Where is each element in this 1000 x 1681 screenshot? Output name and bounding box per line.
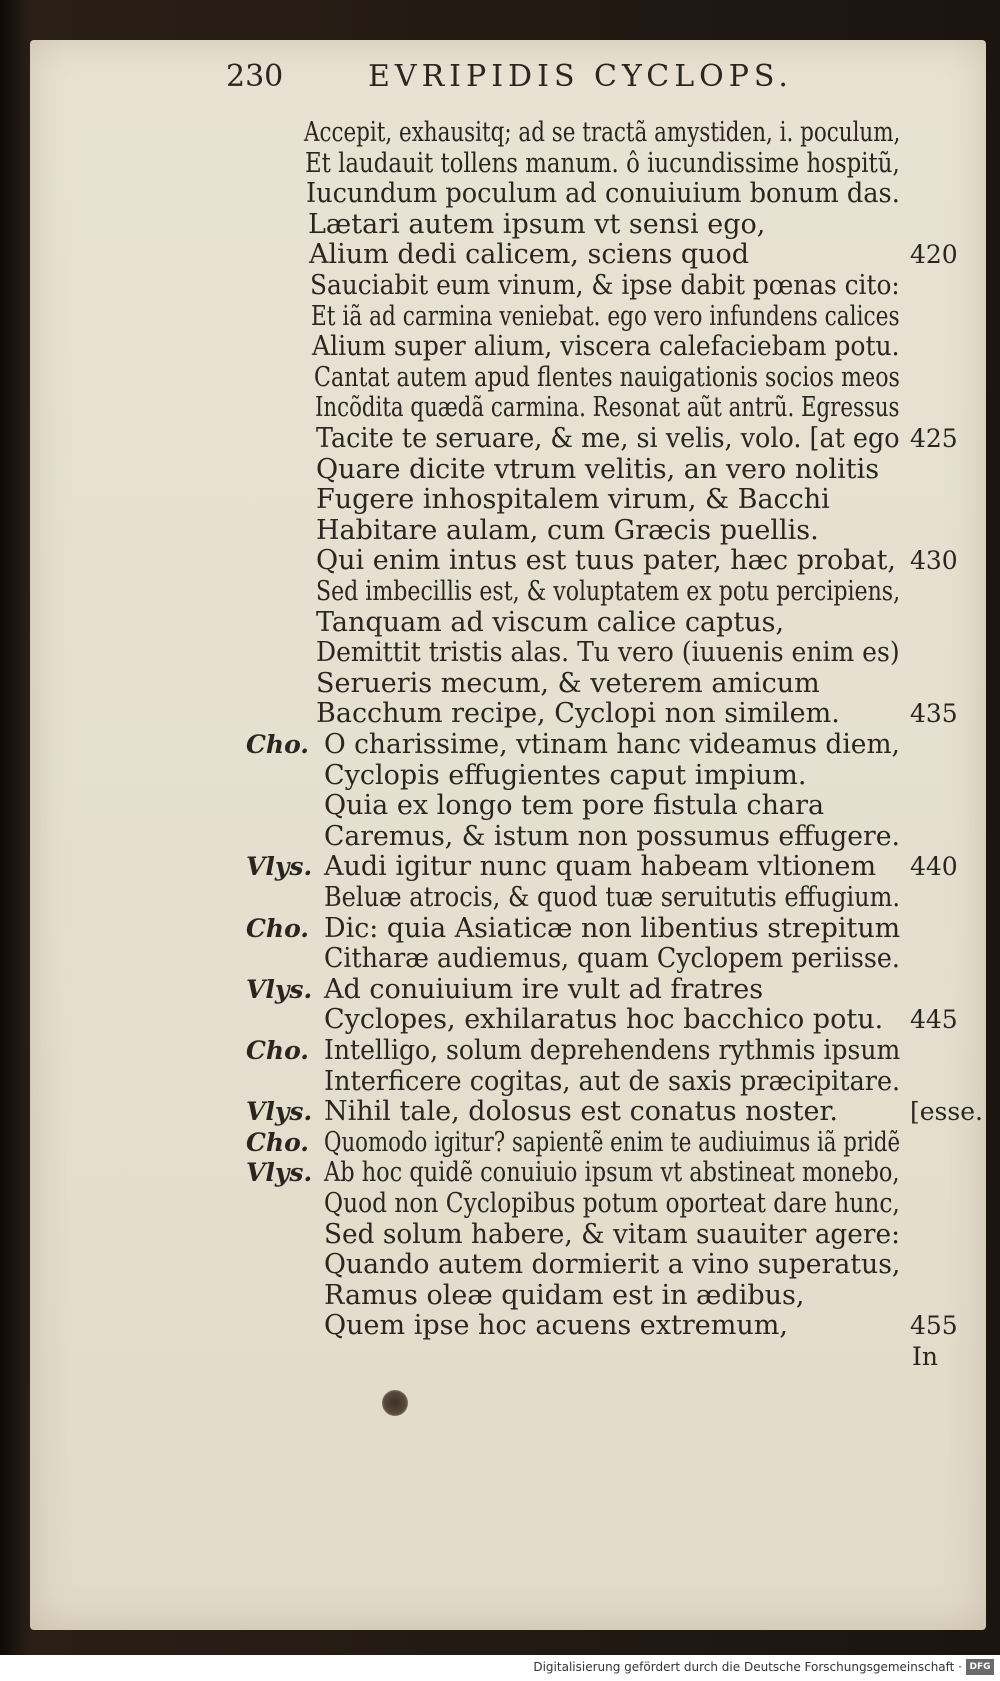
verse-line (0, 269, 1000, 302)
line-number: [esse. (910, 1097, 983, 1126)
verse-text: Lætari autem ipsum vt sensi ego, (308, 209, 766, 240)
verse-line (0, 1279, 1000, 1312)
line-number: 455 (910, 1311, 958, 1340)
verse-line (0, 912, 1000, 945)
verse-text: Cantat autem apud flentes nauigationis socios meos (314, 362, 900, 393)
line-number: 445 (910, 1005, 958, 1034)
verse-text: Nihil tale, dolosus est conatus noster. (324, 1096, 839, 1127)
running-title: EVRIPIDIS CYCLOPS. (368, 59, 793, 94)
verse-line (0, 483, 1000, 516)
verse-text: Audi igitur nunc quam habeam vltionem (324, 851, 877, 882)
speaker-label: Cho. (246, 1128, 310, 1157)
verse-line (0, 881, 1000, 914)
verse-text: Et iã ad carmina veniebat. ego vero infundens calices (311, 301, 900, 332)
verse-line (0, 789, 1000, 822)
verse-text: Alium dedi calicem, sciens quod (309, 239, 750, 270)
verse-text: Bacchum recipe, Cyclopi non similem. (316, 698, 840, 729)
speaker-label: Cho. (246, 730, 310, 759)
speaker-label: Vlys. (246, 1158, 313, 1187)
verse-text: Habitare aulam, cum Græcis puellis. (316, 515, 819, 546)
verse-line (0, 1248, 1000, 1281)
verse-line (0, 238, 1000, 271)
verse-text: Quem ipse hoc acuens extremum, (324, 1310, 788, 1341)
verse-text: Et laudauit tollens manum. ô iucundissime hospitũ, (305, 148, 900, 179)
speaker-label: Vlys. (246, 852, 313, 881)
verse-line (0, 1034, 1000, 1067)
verse-line (0, 1065, 1000, 1098)
verse-line (0, 728, 1000, 761)
verse-line (0, 850, 1000, 883)
verse-text: Ramus oleæ quidam est in ædibus, (324, 1280, 805, 1311)
verse-text: Cyclopes, exhilaratus hoc bacchico potu. (324, 1004, 884, 1035)
verse-text: Ad conuiuium ire vult ad fratres (324, 974, 764, 1005)
verse-text: O charissime, vtinam hanc videamus diem, (324, 729, 900, 760)
verse-text: Citharæ audiemus, quam Cyclopem periisse. (324, 943, 900, 974)
dfg-logo: DFG (966, 1659, 994, 1675)
footer-credit-text: Digitalisierung gefördert durch die Deutsche Forschungsgemeinschaft · (533, 1660, 962, 1674)
speaker-label: Vlys. (246, 975, 313, 1004)
verse-text: Quando autem dormierit a vino superatus, (324, 1249, 901, 1280)
verse-line (0, 759, 1000, 792)
verse-text: Sed imbecillis est, & voluptatem ex potu percipiens, (316, 576, 901, 607)
verse-line (0, 1156, 1000, 1189)
verse-line (0, 544, 1000, 577)
verse-line (0, 1309, 1000, 1342)
verse-line (0, 973, 1000, 1006)
verse-text: Quia ex longo tem pore fistula chara (324, 790, 825, 821)
verse-text: Quomodo igitur? sapientẽ enim te audiuimus iã pridẽ (324, 1127, 901, 1158)
verse-line (0, 147, 1000, 180)
verse-text: Caremus, & istum non possumus effugere. (324, 821, 900, 852)
line-number: 430 (910, 546, 958, 575)
catchword: In (912, 1342, 938, 1371)
verse-line (0, 1095, 1000, 1128)
verse-text: Intelligo, solum deprehendens rythmis ipsum (324, 1035, 901, 1066)
verse-text: Ab hoc quidẽ conuiuio ipsum vt abstineat monebo, (324, 1157, 900, 1188)
speaker-label: Cho. (246, 914, 310, 943)
line-number: 420 (910, 240, 958, 269)
verse-line (0, 942, 1000, 975)
verse-line (0, 575, 1000, 608)
verse-text: Serueris mecum, & veterem amicum (316, 668, 820, 699)
line-number: 435 (910, 699, 958, 728)
ink-stain (382, 1390, 408, 1416)
verse-line (0, 361, 1000, 394)
verse-text: Qui enim intus est tuus pater, hæc probat, (316, 545, 897, 576)
verse-text: Quare dicite vtrum velitis, an vero nolitis (316, 454, 880, 485)
verse-line (0, 453, 1000, 486)
verse-text: Dic: quia Asiaticæ non libentius strepitum (324, 913, 901, 944)
verse-line (0, 422, 1000, 455)
verse-text: Quod non Cyclopibus potum oporteat dare hunc, (324, 1188, 900, 1219)
verse-text: Incõdita quædã carmina. Resonat aũt antrũ. Egressus (315, 392, 900, 423)
verse-line (0, 300, 1000, 333)
digitization-footer (0, 1655, 1000, 1681)
verse-line (0, 1003, 1000, 1036)
verse-text: Alium super alium, viscera calefaciebam potu. (312, 331, 900, 362)
verse-line (0, 1218, 1000, 1251)
verse-text: Demittit tristis alas. Tu vero (iuuenis enim es) (316, 637, 900, 668)
verse-line (0, 330, 1000, 363)
verse-line (0, 667, 1000, 700)
verse-text: Beluæ atrocis, & quod tuæ seruitutis effugium. (324, 882, 901, 913)
verse-text: Tanquam ad viscum calice captus, (316, 607, 785, 638)
verse-text: Sauciabit eum vinum, & ipse dabit pœnas cito: (310, 270, 900, 301)
line-number: 440 (910, 852, 958, 881)
verse-line (0, 1126, 1000, 1159)
verse-line (0, 636, 1000, 669)
verse-line (0, 116, 1000, 149)
verse-text: Iucundum poculum ad conuiuium bonum das. (306, 178, 900, 209)
speaker-label: Cho. (246, 1036, 310, 1065)
verse-text: Interficere cogitas, aut de saxis præcipitare. (324, 1066, 901, 1097)
page-number: 230 (226, 59, 284, 94)
verse-line (0, 514, 1000, 547)
verse-line (0, 208, 1000, 241)
verse-text: Tacite te seruare, & me, si velis, volo. [at ego (316, 423, 900, 454)
line-number: 425 (910, 424, 958, 453)
speaker-label: Vlys. (246, 1097, 313, 1126)
verse-line (0, 606, 1000, 639)
verse-line (0, 1187, 1000, 1220)
verse-text: Sed solum habere, & vitam suauiter agere: (324, 1219, 900, 1250)
verse-text: Fugere inhospitalem virum, & Bacchi (316, 484, 830, 515)
verse-line (0, 177, 1000, 210)
verse-line (0, 391, 1000, 424)
verse-text: Accepit, exhausitq; ad se tractã amystiden, i. poculum, (304, 117, 901, 148)
verse-line (0, 697, 1000, 730)
verse-line (0, 820, 1000, 853)
verse-text: Cyclopis effugientes caput impium. (324, 760, 807, 791)
